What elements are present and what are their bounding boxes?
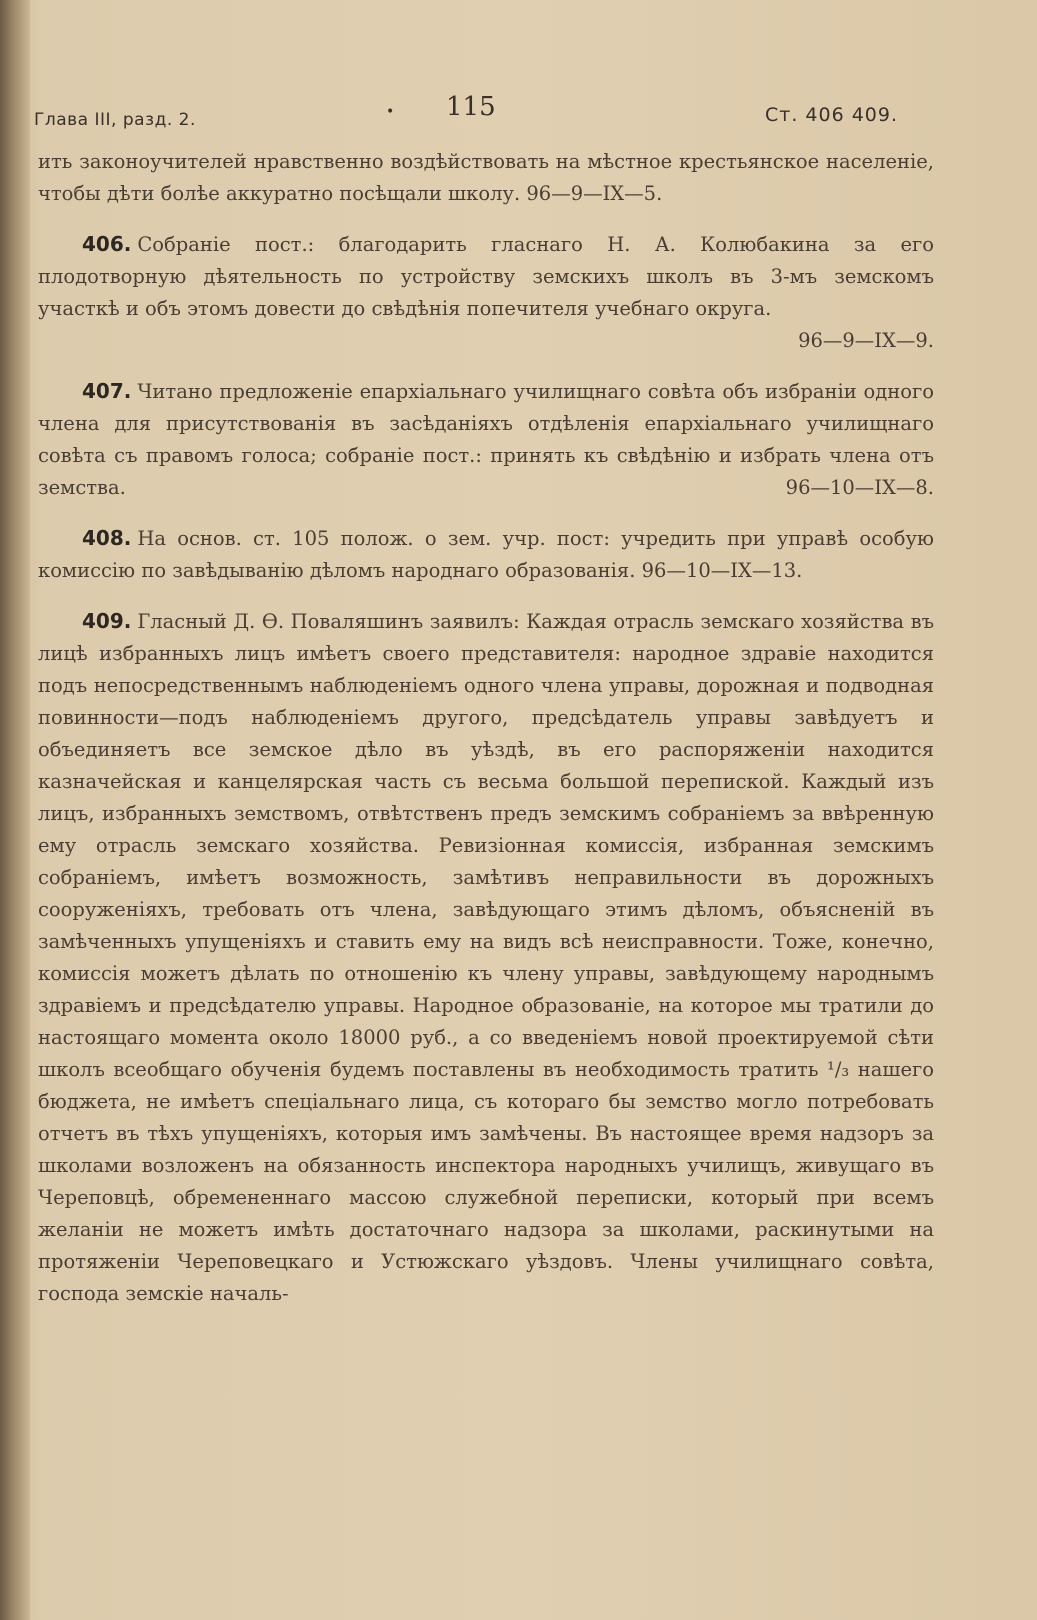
paragraph-408: 408. На основ. ст. 105 полож. о зем. учр. пост: учредить при управѣ особую комиссію по завѣдыванію дѣломъ народнаго образованія. 96—10—IX—13. xyxy=(38,526,934,582)
page-number: 115 xyxy=(446,92,496,122)
paragraph-date: 96—10—IX—13. xyxy=(641,559,803,582)
running-header xyxy=(0,92,1037,132)
chapter-section-label: Глава III, разд. 2. xyxy=(34,110,196,130)
paragraph-407: 407. Читано предложеніе епархіальнаго училищнаго совѣта объ избраніи одного члена для присутствованія въ засѣданіяхъ отдѣленія епархіальнаго училищнаго совѣта съ правомъ голоса; собраніе пост.: принять къ свѣдѣнію и избрать члена отъ земства. 96—10—IX—8. xyxy=(38,375,934,504)
body-text xyxy=(38,146,934,1310)
article-number: 409. xyxy=(82,609,132,633)
paragraph-406: 406. Собраніе пост.: благодарить гласнаго Н. А. Колюбакина за его плодотворную дѣятельность по устройству земскихъ школъ въ 3-мъ земскомъ участкѣ и объ этомъ довести до свѣдѣнія попечителя учебнаго округа. 96—9—IX—9. xyxy=(38,228,934,357)
paragraph-date: 96—10—IX—8. xyxy=(785,476,934,499)
book-spine-shadow xyxy=(0,0,30,1620)
article-number: 408. xyxy=(82,526,132,550)
paragraph-409: 409. Гласный Д. Ѳ. Поваляшинъ заявилъ: Каждая отрасль земскаго хозяйства въ лицѣ избранныхъ лицъ имѣетъ своего представителя: народное здравіе находится подъ непосредственнымъ наблюденіемъ одного члена управы, дорожная и подводная повинности—подъ наблюденіемъ другого, предсѣдатель управы завѣдуетъ и объединяетъ все земское дѣло въ уѣздѣ, въ его распоряженіи находится казначейская и канцелярская часть съ весьма большой перепиской. Каждый изъ лицъ, избранныхъ земствомъ, отвѣтственъ предъ земскимъ собраніемъ за ввѣренную ему отрасль земскаго хозяйства. Ревизіонная комиссія, избранная земскимъ собраніемъ, имѣетъ возможность, замѣтивъ неправильности въ дорожныхъ сооруженіяхъ, требовать отъ члена, завѣдующаго этимъ дѣломъ, объясненій въ замѣченныхъ упущеніяхъ и ставить ему на видъ всѣ неисправности. Тоже, конечно, комиссія можетъ дѣлать по отношенію къ члену управы, завѣдующему народнымъ здравіемъ и предсѣдателю управы. Народное образованіе, на которое мы тратили до настоящаго момента около 18000 руб., а со введеніемъ новой проектируемой сѣти школъ всеобщаго обученія будемъ поставлены въ необходимость тратить ¹/₃ нашего бюджета, не имѣетъ спеціальнаго лица, съ котораго бы земство могло потребовать отчетъ въ тѣхъ упущеніяхъ, которыя имъ замѣчены. Въ настоящее время надзоръ за школами возложенъ на обязанность инспектора народныхъ училищъ, живущаго въ Череповцѣ, обремененнаго массою служебной переписки, который при всемъ желаніи не можетъ имѣть достаточнаго надзора за школами, раскинутыми на протяженіи Череповецкаго и Устюжскаго уѣздовъ. Члены училищнаго совѣта, господа земскіе началь- xyxy=(38,609,934,1305)
article-range: Ст. 406 409. xyxy=(765,104,899,126)
paragraph-continuation: ить законоучителей нравственно воздѣйствовать на мѣстное крестьянское населеніе, чтобы дѣти болѣе аккуратно посѣщали школу. 96—9—IX—5. xyxy=(38,150,934,205)
article-number: 407. xyxy=(82,379,132,403)
paragraph-date: 96—9—IX—9. xyxy=(798,329,934,352)
ink-mark: • xyxy=(386,104,395,120)
article-number: 406. xyxy=(82,232,132,256)
paragraph-date: 96—9—IX—5. xyxy=(526,182,663,205)
